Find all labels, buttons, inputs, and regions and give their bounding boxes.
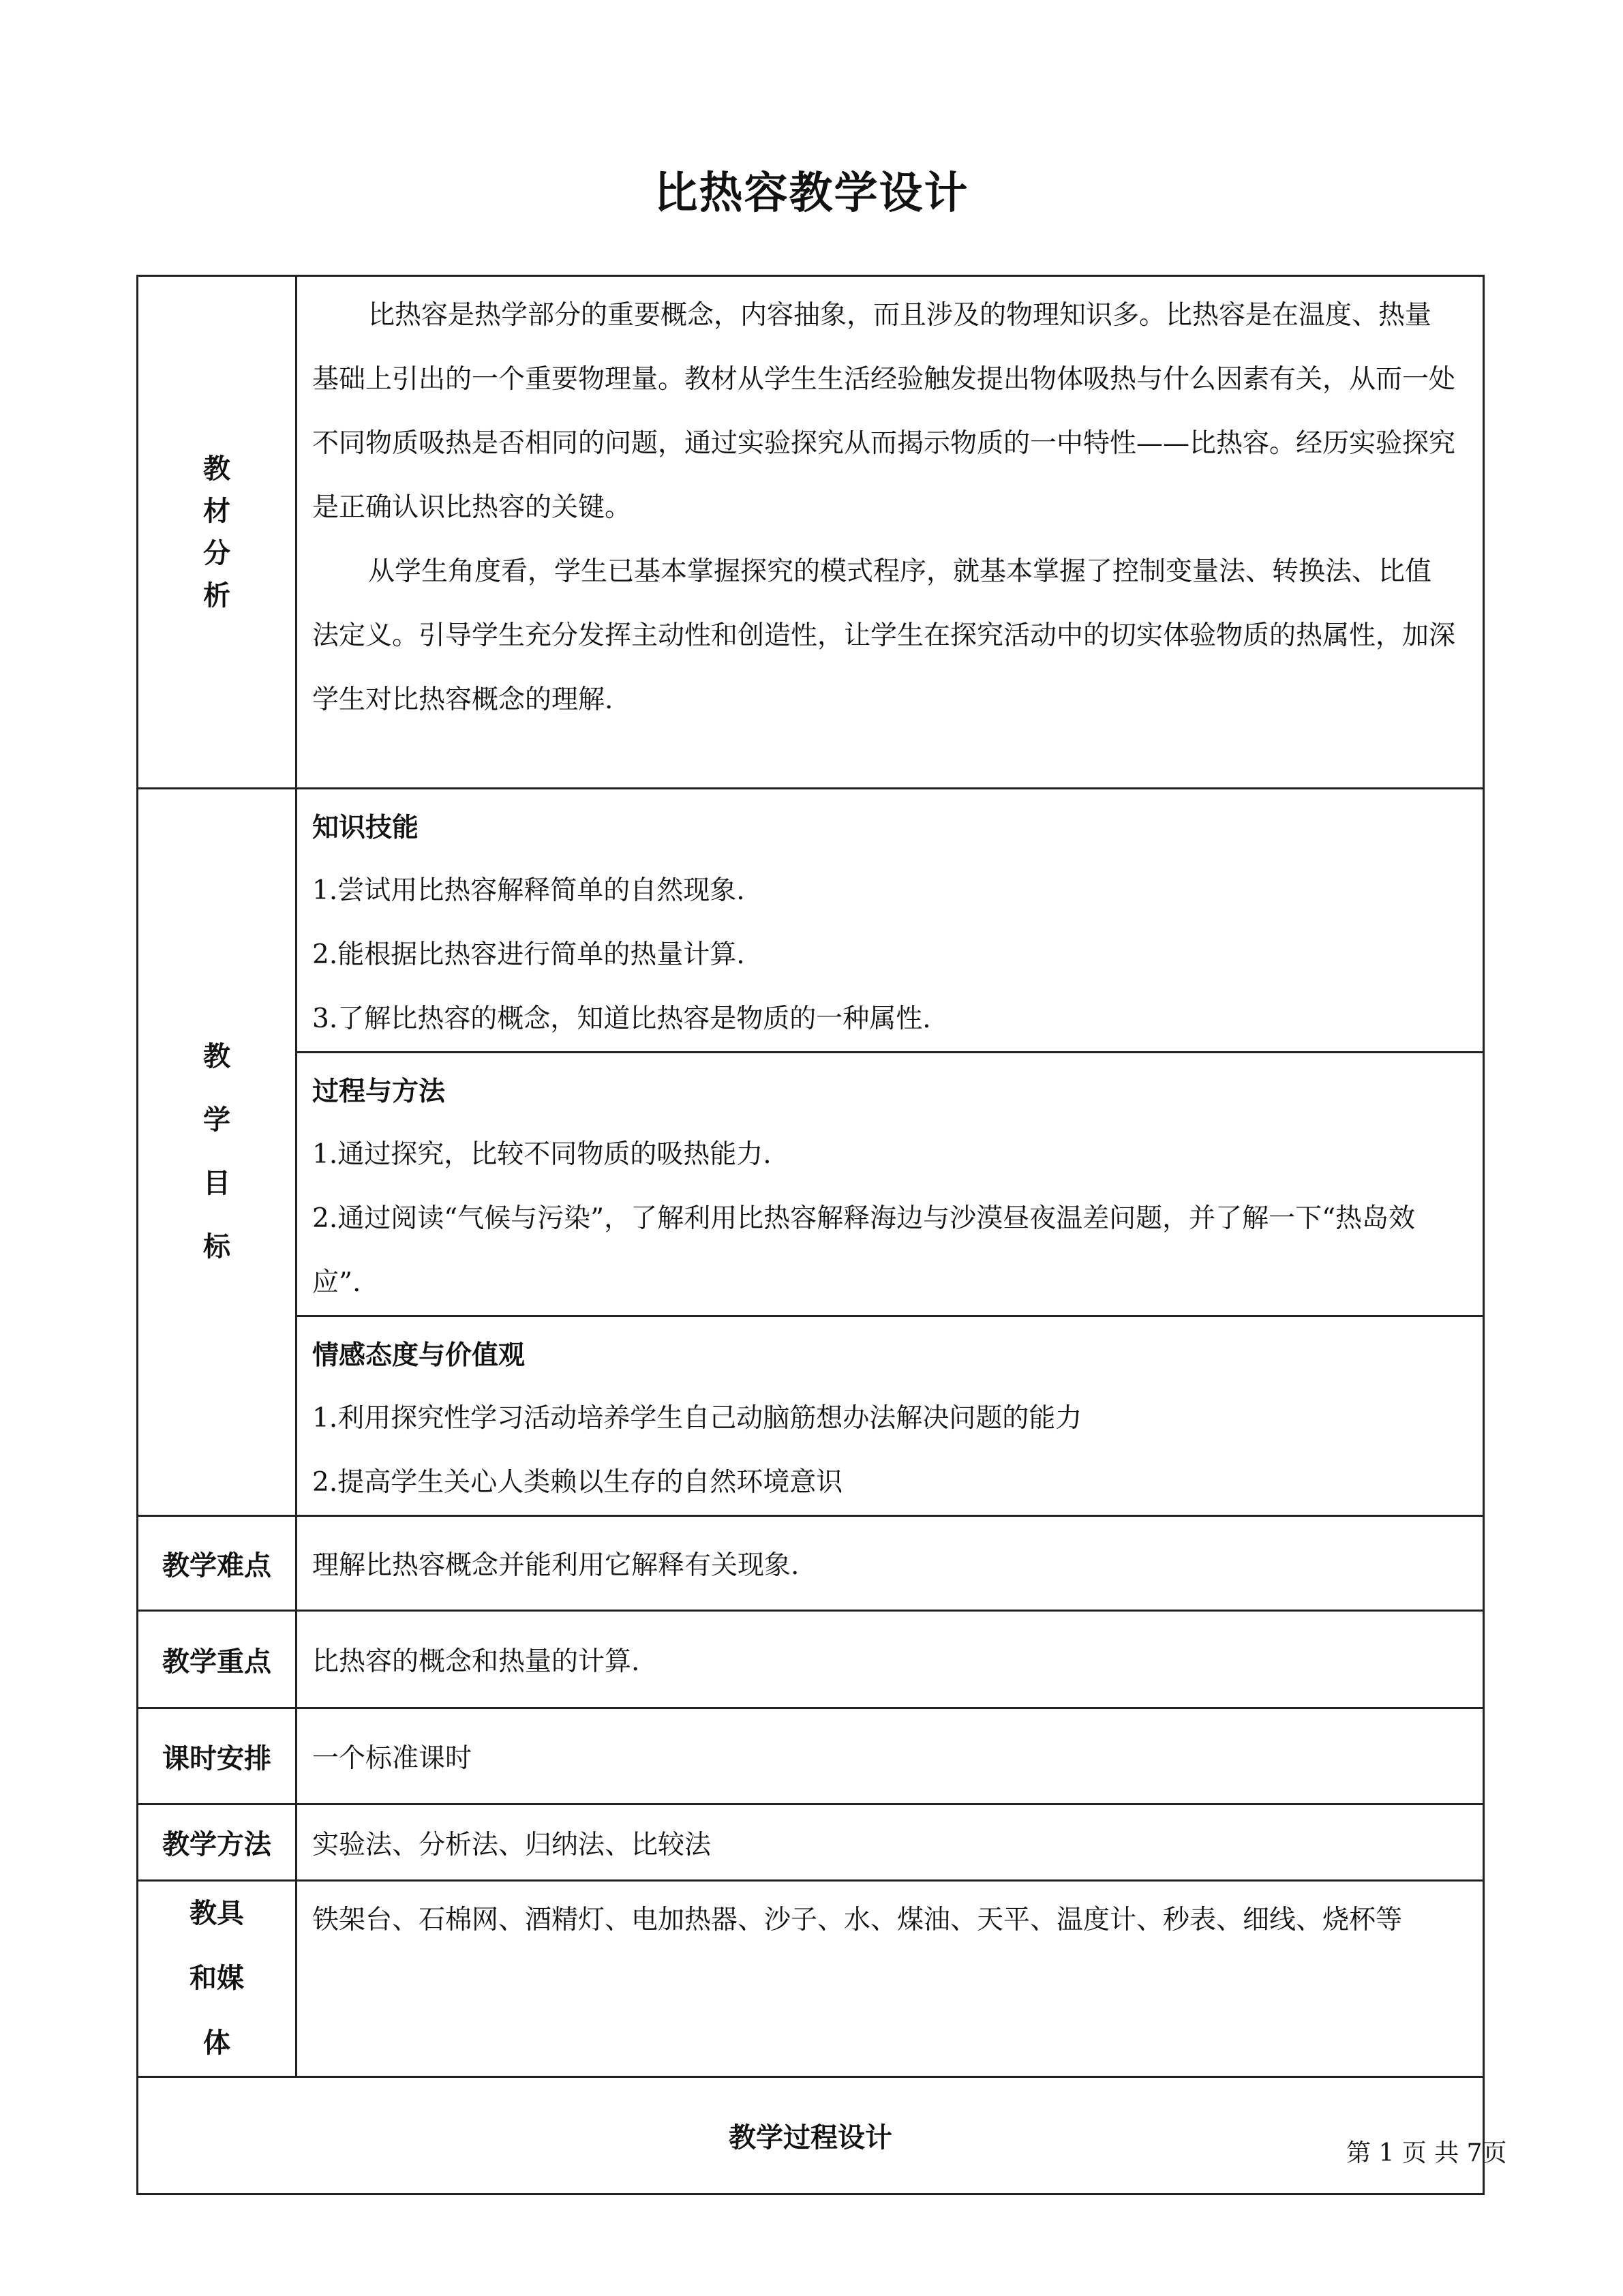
key-point-value: 比热容的概念和热量的计算. (297, 1611, 1484, 1708)
schedule-label: 课时安排 (138, 1708, 297, 1804)
teaching-goals-label: 教学目标 (203, 1041, 230, 1263)
media-label-cell (138, 1881, 297, 2077)
material-analysis-label: 教材分析 (203, 453, 230, 611)
key-point-row (138, 1611, 1484, 1708)
methods-value: 实验法、分析法、归纳法、比较法 (297, 1804, 1484, 1881)
goal-item: 1.利用探究性学习活动培养学生自己动脑筋想办法解决问题的能力 (312, 1403, 1082, 1434)
goal-item: 2.能根据比热容进行简单的热量计算. (312, 939, 745, 970)
key-point-label: 教学重点 (138, 1611, 297, 1708)
analysis-paragraph-1: 比热容是热学部分的重要概念，内容抽象，而且涉及的物理知识多。比热容是在温度、热量基础上引出的一个重要物理量。教材从学生生活经验触发提出物体吸热与什么因素有关，从而一处不同物质吸热是否相同的问题，通过实验探究从而揭示物质的一中特性——比热容。经历实验探究是正确认识比热容的关键。 (312, 300, 1456, 523)
attitude-values-section (297, 1316, 1484, 1516)
material-analysis-row (138, 276, 1484, 789)
goal-item: 2.通过阅读“气候与污染”，了解利用比热容解释海边与沙漠昼夜温差问题，并了解一下“热岛效应”. (312, 1203, 1416, 1298)
goal-item: 1.通过探究，比较不同物质的吸热能力. (312, 1139, 772, 1170)
methods-label: 教学方法 (138, 1804, 297, 1881)
schedule-row (138, 1708, 1484, 1804)
methods-row (138, 1804, 1484, 1881)
difficulty-row (138, 1516, 1484, 1611)
goal-item: 3.了解比热容的概念，知道比热容是物质的一种属性. (312, 1003, 931, 1034)
knowledge-skills-heading: 知识技能 (312, 813, 419, 843)
difficulty-value: 理解比热容概念并能利用它解释有关现象. (297, 1516, 1484, 1611)
knowledge-skills-section (297, 789, 1484, 1053)
media-row (138, 1881, 1484, 2077)
teaching-goals-label-cell (138, 789, 297, 1516)
difficulty-label: 教学难点 (138, 1516, 297, 1611)
material-analysis-content (297, 276, 1484, 789)
attitude-values-row (138, 1316, 1484, 1516)
media-label: 教具和媒体 (189, 1898, 244, 2059)
analysis-paragraph-2: 从学生角度看，学生已基本掌握探究的模式程序，就基本掌握了控制变量法、转换法、比值法定义。引导学生充分发挥主动性和创造性，让学生在探究活动中的切实体验物质的热属性，加深学生对比热容概念的理解. (312, 556, 1456, 715)
material-analysis-label-cell (138, 276, 297, 789)
process-method-section (297, 1053, 1484, 1316)
knowledge-skills-row (138, 789, 1484, 1053)
process-method-heading: 过程与方法 (312, 1076, 446, 1107)
process-design-row (138, 2077, 1484, 2194)
goal-item: 1.尝试用比热容解释简单的自然现象. (312, 875, 745, 906)
page-title: 比热容教学设计 (654, 168, 969, 219)
goal-item: 2.提高学生关心人类赖以生存的自然环境意识 (312, 1467, 843, 1498)
lesson-plan-table (136, 275, 1485, 2195)
attitude-values-heading: 情感态度与价值观 (312, 1340, 526, 1371)
page-number: 第 1 页 共 7页 (1346, 2139, 1507, 2167)
schedule-value: 一个标准课时 (297, 1708, 1484, 1804)
media-value: 铁架台、石棉网、酒精灯、电加热器、沙子、水、煤油、天平、温度计、秒表、细线、烧杯等 (297, 1881, 1484, 2077)
process-design-heading: 教学过程设计 (138, 2077, 1484, 2194)
process-method-row (138, 1053, 1484, 1316)
